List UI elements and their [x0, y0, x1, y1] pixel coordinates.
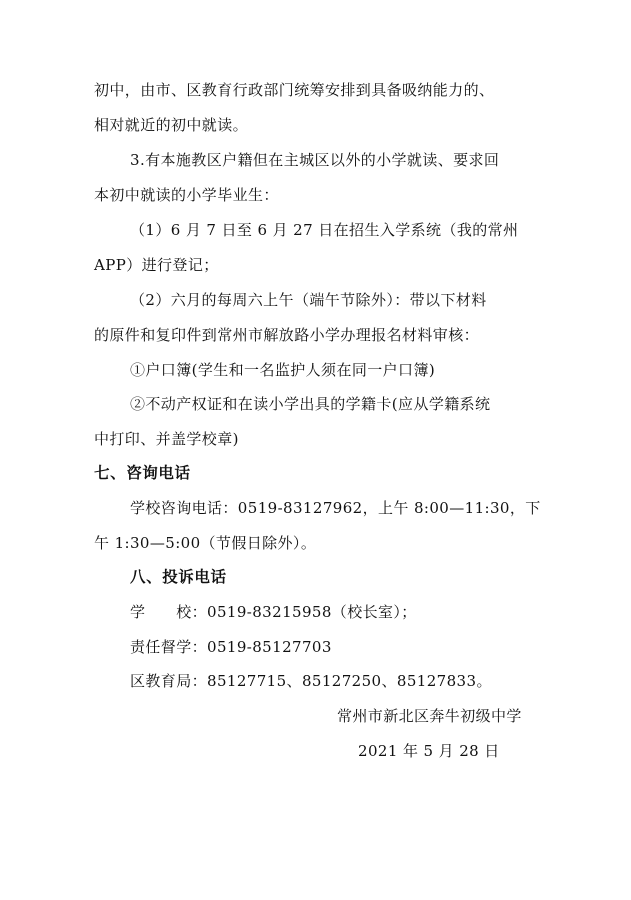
signature-organization: 常州市新北区奔牛初级中学 [337, 707, 522, 725]
item3-sub2-cont: 的原件和复印件到常州市解放路小学办理报名材料审核： [94, 326, 480, 344]
item3-sub1-cont: APP）进行登记； [94, 256, 219, 274]
item3-sub2: （2）六月的每周六上午（端午节除外）：带以下材料 [130, 291, 487, 309]
item3-title-cont: 本初中就读的小学毕业生： [94, 186, 279, 204]
section7-heading: 七、咨询电话 [94, 464, 191, 482]
material-property-certificate-cont: 中打印、并盖学校章) [94, 430, 239, 448]
material-property-certificate: ②不动产权证和在读小学出具的学籍卡(应从学籍系统 [130, 395, 491, 413]
body-text-line: 相对就近的初中就读。 [94, 116, 249, 134]
consult-phone: 学校咨询电话：0519-83127962，上午 8:00—11:30，下 [130, 499, 541, 517]
signature-date: 2021 年 5 月 28 日 [358, 742, 500, 760]
item3-title: 3.有本施教区户籍但在主城区以外的小学就读、要求回 [130, 151, 500, 169]
section8-heading: 八、投诉电话 [130, 568, 227, 586]
material-household-register: ①户口簿(学生和一名监护人须在同一户口簿) [130, 361, 436, 379]
item3-sub1: （1）6 月 7 日至 6 月 27 日在招生入学系统（我的常州 [130, 221, 519, 239]
complaint-supervisor-phone: 责任督学：0519-85127703 [130, 638, 332, 656]
complaint-school-phone: 学 校：0519-83215958（校长室）； [130, 603, 417, 621]
body-text-line: 初中，由市、区教育行政部门统筹安排到具备吸纳能力的、 [94, 81, 495, 99]
consult-hours: 午 1:30—5:00（节假日除外）。 [94, 534, 317, 552]
complaint-bureau-phone: 区教育局：85127715、85127250、85127833。 [130, 672, 492, 690]
